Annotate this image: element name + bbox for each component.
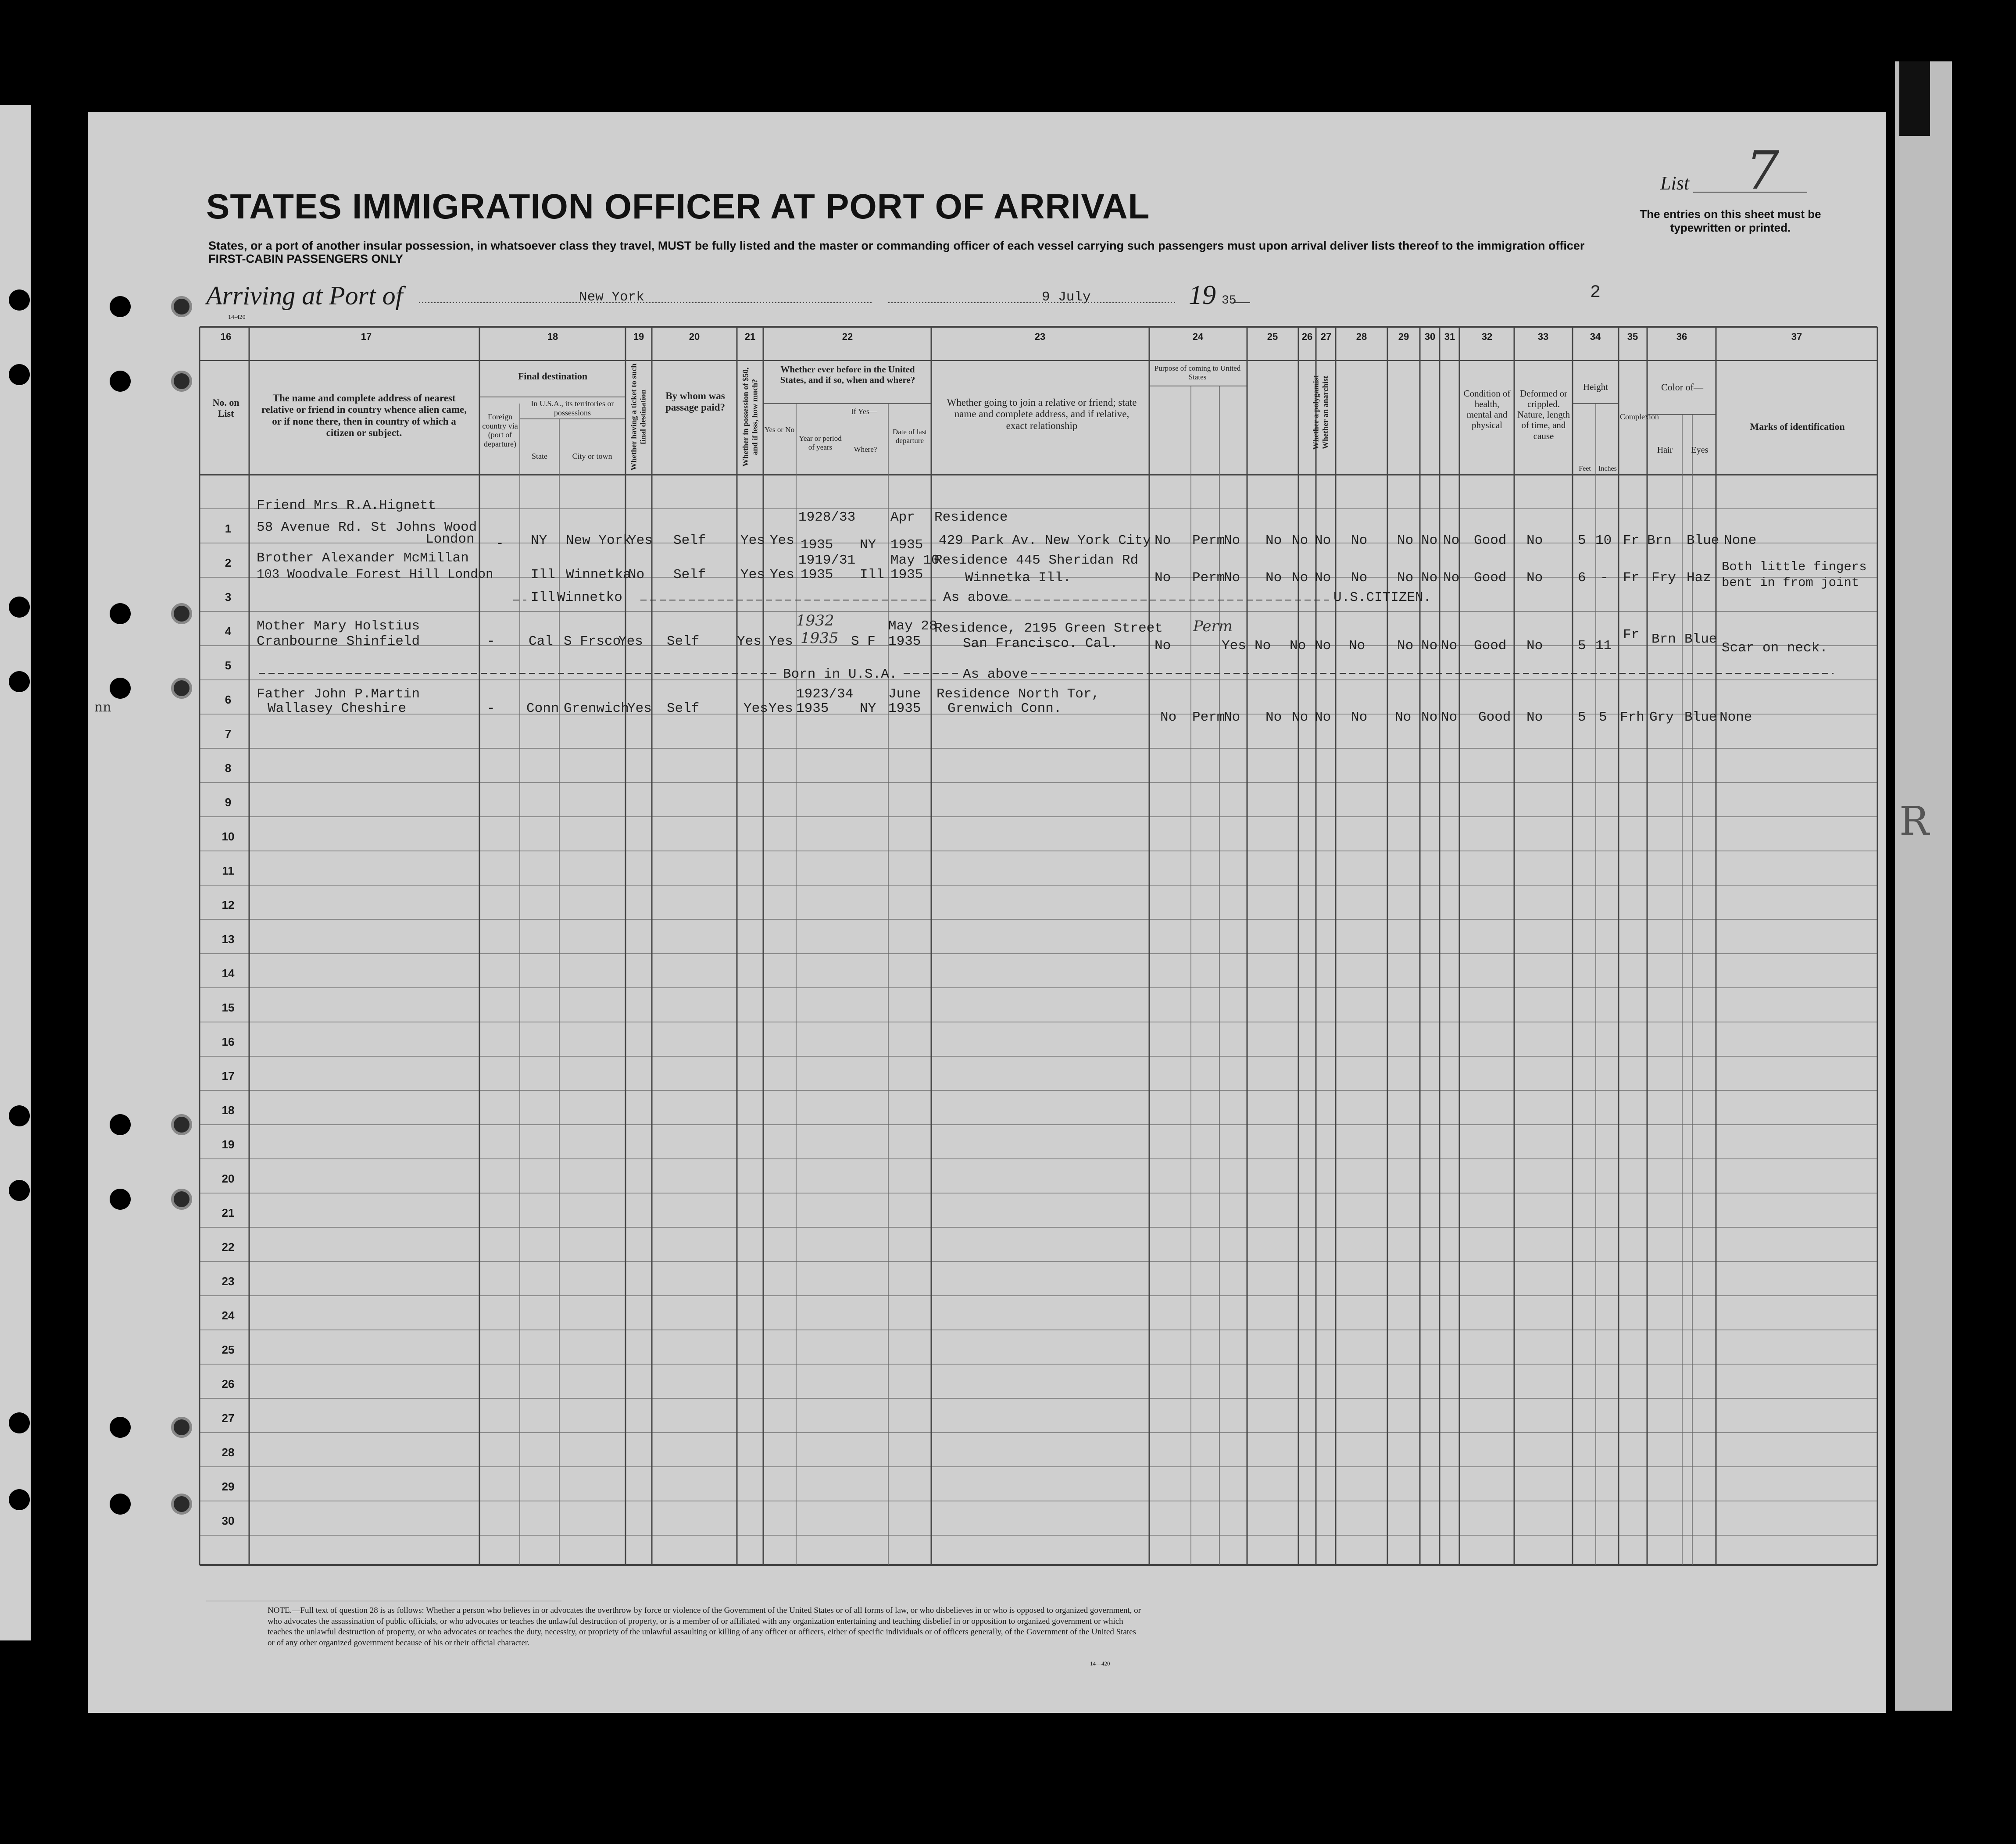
years: 1935: [796, 701, 829, 716]
where: Ill: [860, 567, 884, 583]
dest-city: S Frsco: [564, 634, 621, 649]
column-header-color-of: Color of—: [1661, 382, 1703, 393]
health: Good: [1478, 710, 1511, 725]
marks: Both little fingers bent in from joint: [1722, 560, 1867, 590]
column-header-relative: The name and complete address of nearest relative or friend in country whence alien came, or if none there, then in country of which a citizen or subject.: [261, 393, 467, 439]
row-number: 17: [222, 1069, 235, 1083]
answer-25: No: [1265, 710, 1282, 725]
answer-28: No: [1349, 638, 1365, 654]
row-number: 29: [222, 1480, 235, 1493]
join-residence: Residence North Tor,: [937, 686, 1100, 702]
hair: Brn: [1647, 533, 1672, 548]
born-note: Born in U.S.A.: [783, 667, 897, 682]
answer-29: No: [1397, 533, 1414, 548]
purpose: No: [1155, 570, 1171, 586]
join-residence: San Francisco. Cal.: [963, 636, 1118, 651]
join-residence: Residence, 2195 Green Street: [934, 621, 1163, 636]
answer-28: No: [1351, 710, 1368, 725]
column-subheader-last-departure: Date of last departure: [892, 428, 927, 445]
marks: None: [1724, 533, 1757, 548]
column-number: 18: [547, 331, 558, 342]
foreign-country: -: [496, 536, 504, 551]
relative-name: Brother Alexander McMillan: [257, 550, 469, 566]
dest-city: Winnetko: [557, 590, 622, 605]
column-number: 37: [1791, 331, 1802, 342]
row-number: 6: [225, 693, 232, 706]
column-header-final-destination: Final destination: [518, 371, 588, 382]
column-number: 23: [1034, 331, 1046, 342]
column-number: 27: [1320, 331, 1332, 342]
column-subheader-years: Year or period of years: [799, 434, 842, 451]
column-number: 17: [361, 331, 372, 342]
row-number: 1: [225, 522, 232, 535]
ever-before: Yes: [769, 634, 793, 649]
health: Good: [1474, 638, 1507, 654]
paid-by: Self: [673, 533, 706, 548]
column-subheader-state: State: [532, 452, 547, 461]
column-header-deformed: Deformed or crippled. Nature, length of time, and cause: [1517, 388, 1570, 441]
money: Yes: [740, 567, 765, 583]
answer-31: No: [1441, 710, 1458, 725]
answer-26: No: [1292, 710, 1308, 725]
dest-state: Ill: [531, 590, 555, 605]
row-number: 15: [222, 1001, 235, 1014]
column-number: 29: [1398, 331, 1409, 342]
eyes: Blue: [1687, 533, 1719, 548]
height-feet: 6: [1578, 570, 1586, 586]
footer-note: NOTE.—Full text of question 28 is as follows: Whether a person who believes in or advocates the overthrow by force or violence of the Government of the United States or of all forms of law, or who disbelieves in or who is opposed to organized government, or who advocates the assassination of public officials, or who advocates or teaches the unlawful destruction of property, or is a member of or affiliated with any organization entertaining and teaching disbelief in or opposition to organized government or which teaches the unlawful destruction of property, or who advocates or teaches the duty, necessity, or propriety of the unlawful assaulting or killing of any officer or officers, either of specific individuals or of officers generally, of the Government of the United States or of any other organized government because of his or their official character.: [268, 1606, 1141, 1648]
last-departure: 1935: [890, 537, 923, 553]
column-number: 34: [1590, 331, 1601, 342]
money: Yes: [740, 533, 765, 548]
column-number: 36: [1676, 331, 1687, 342]
row-number: 4: [225, 625, 232, 638]
marks: Scar on neck.: [1722, 640, 1828, 656]
money: Yes: [743, 701, 768, 716]
column-subheader-feet: Feet: [1579, 465, 1591, 472]
margin-mark-right: R: [1899, 798, 1929, 844]
ticket: Yes: [628, 533, 653, 548]
column-subheader-hair: Hair: [1657, 445, 1673, 455]
dest-state: NY: [531, 533, 547, 548]
answer-30: No: [1421, 638, 1438, 654]
eyes: Blue: [1684, 632, 1717, 647]
answer-30: No: [1421, 533, 1438, 548]
column-header-ever-before: Whether ever before in the United States, and if so, when and where?: [780, 364, 915, 386]
height-feet: 5: [1578, 638, 1586, 654]
column-number: 30: [1424, 331, 1436, 342]
row-number: 19: [222, 1138, 235, 1151]
dest-state: Ill: [531, 567, 555, 583]
dest-city: Grenwich: [564, 701, 629, 716]
column-subheader-yes-no: Yes or No: [764, 425, 795, 434]
marks: None: [1719, 710, 1752, 725]
join-residence: Winnetka Ill.: [965, 570, 1071, 586]
ticket: Yes: [627, 701, 652, 716]
health: Good: [1474, 570, 1507, 586]
relative-address: London: [425, 532, 475, 547]
height-inches: 5: [1599, 710, 1607, 725]
column-number: 22: [842, 331, 853, 342]
hair: Gry: [1649, 710, 1674, 725]
ticket: Yes: [618, 634, 643, 649]
page-title: STATES IMMIGRATION OFFICER AT PORT OF ARRIVAL: [206, 187, 1150, 226]
height-inches: 11: [1595, 638, 1612, 654]
years: 1923/34: [796, 686, 854, 702]
join-residence: Grenwich Conn.: [947, 701, 1062, 716]
ever-before: Yes: [770, 567, 794, 583]
relative-name: Mother Mary Holstius: [257, 618, 420, 634]
purpose: No: [1155, 638, 1171, 654]
last-departure: 1935: [888, 634, 921, 649]
hair: Fry: [1651, 570, 1676, 586]
complexion: Frh: [1620, 710, 1644, 725]
row-number: 13: [222, 933, 235, 946]
last-departure: May 10: [890, 553, 940, 568]
purpose: No: [1224, 533, 1240, 548]
column-subheader-eyes: Eyes: [1691, 445, 1709, 455]
column-number: 19: [633, 331, 644, 342]
money: Yes: [737, 634, 761, 649]
page-number: 2: [1590, 283, 1601, 303]
dest-city: Winnetka: [566, 567, 631, 583]
column-header-height: Height: [1583, 382, 1609, 392]
paid-by: Self: [673, 567, 706, 583]
dest-state: Conn: [526, 701, 559, 716]
column-number: 24: [1192, 331, 1204, 342]
row-number: 24: [222, 1309, 235, 1322]
relative-name: Friend Mrs R.A.Hignett: [257, 498, 436, 513]
list-number: 7: [1746, 140, 1780, 201]
port-value: New York: [579, 289, 644, 305]
column-header-anarchist: Whether an anarchist: [1321, 375, 1330, 450]
row-number: 2: [225, 556, 232, 569]
height-inches: -: [1600, 570, 1609, 586]
row-number: 20: [222, 1172, 235, 1185]
where: S F: [851, 634, 876, 649]
column-number: 25: [1267, 331, 1278, 342]
column-number: 16: [220, 331, 232, 342]
answer-30: No: [1421, 710, 1438, 725]
row-number: 5: [225, 659, 232, 672]
column-header-passage-paid: By whom was passage paid?: [665, 390, 726, 413]
relative-address: 103 Woodvale Forest Hill London: [257, 567, 493, 582]
answer-26: No: [1292, 570, 1308, 586]
height-inches: 10: [1595, 533, 1612, 548]
column-number: 32: [1481, 331, 1493, 342]
last-departure: 1935: [890, 567, 923, 583]
purpose: No: [1224, 710, 1240, 725]
column-subheader-usa: In U.S.A., its territories or possessions: [531, 399, 614, 417]
answer-28: No: [1351, 533, 1368, 548]
answer-30: No: [1421, 570, 1438, 586]
relative-address: 58 Avenue Rd. St Johns Wood: [257, 520, 477, 535]
column-number: 33: [1537, 331, 1549, 342]
answer-31: No: [1441, 638, 1458, 654]
join-residence: Residence 445 Sheridan Rd: [934, 553, 1139, 568]
row-number: 10: [222, 830, 235, 843]
class-line: FIRST-CABIN PASSENGERS ONLY: [208, 252, 404, 265]
as-above: As above: [943, 590, 1008, 605]
row-number: 9: [225, 796, 232, 809]
column-subheader-if-yes: If Yes—: [851, 407, 877, 416]
last-departure: May 28: [888, 618, 937, 634]
column-number: 26: [1301, 331, 1313, 342]
purpose: No: [1160, 710, 1177, 725]
foreign-country: -: [487, 634, 495, 649]
paid-by: Self: [667, 701, 700, 716]
row-number: 18: [222, 1104, 235, 1117]
relative-address: Wallasey Cheshire: [268, 701, 407, 716]
years: 1935: [801, 567, 833, 583]
row-number: 26: [222, 1377, 235, 1390]
complexion: Fr: [1623, 533, 1640, 548]
column-header-purpose: Purpose of coming to United States: [1154, 364, 1241, 381]
answer-29: No: [1395, 710, 1412, 725]
health: Good: [1474, 533, 1507, 548]
complexion: Fr: [1623, 627, 1640, 643]
row-number: 14: [222, 967, 235, 980]
column-subheader-foreign-country: Foreign country via (port of departure): [482, 412, 518, 449]
eyes: Haz: [1687, 570, 1711, 586]
purpose: No: [1224, 570, 1240, 586]
column-subheader-city: City or town: [572, 452, 612, 461]
answer-27: No: [1315, 533, 1331, 548]
row-number: 27: [222, 1412, 235, 1425]
form-code: 14-420: [228, 314, 246, 321]
deformed: No: [1526, 570, 1543, 586]
ever-before: Yes: [770, 533, 794, 548]
footer-form-code: 14—420: [1090, 1660, 1110, 1667]
as-above: As above: [963, 667, 1028, 682]
typewritten-notice: The entries on this sheet must be typewritten or printed.: [1640, 207, 1821, 235]
foreign-country: -: [487, 701, 495, 716]
row-number: 3: [225, 590, 232, 604]
purpose: No: [1155, 533, 1171, 548]
answer-27: No: [1315, 570, 1331, 586]
ticket: No: [628, 567, 645, 583]
list-label: List: [1660, 172, 1690, 194]
deformed: No: [1526, 710, 1543, 725]
years: 1935: [801, 537, 833, 553]
join-residence: 429 Park Av. New York City: [939, 533, 1151, 548]
purpose: Yes: [1222, 638, 1246, 654]
year-suffix: 35: [1222, 294, 1237, 307]
citizen-note: U.S.CITIZEN.: [1333, 590, 1432, 605]
year-prefix: 19: [1189, 280, 1216, 310]
last-departure: Apr: [890, 510, 915, 525]
row-number: 16: [222, 1035, 235, 1048]
purpose: Perm: [1192, 710, 1225, 725]
height-feet: 5: [1578, 533, 1586, 548]
relative-name: Father John P.Martin: [257, 686, 420, 702]
column-header-ticket: Whether having a ticket to such final destination: [629, 363, 647, 471]
page-subtitle: States, or a port of another insular possession, in whatsoever class they travel, MUST be fully listed and the master or commanding officer of each vessel carrying such passengers must upon arrival deliver lists thereof to the immigration officer: [208, 239, 1585, 252]
column-header-join-relative: Whether going to join a relative or friend; state name and complete address, and if relative, exact relationship: [947, 397, 1137, 431]
column-number: 28: [1356, 331, 1367, 342]
answer-26: No: [1290, 638, 1306, 654]
answer-27: No: [1315, 710, 1331, 725]
column-number: 21: [744, 331, 756, 342]
column-header-no-on-list: No. on List: [212, 397, 239, 419]
column-header-money: Whether in possession of $50, and if less, how much?: [741, 367, 759, 467]
row-number: 12: [222, 898, 235, 911]
date-value: 9 July: [1042, 289, 1091, 305]
years: 1928/33: [798, 510, 856, 525]
last-departure: June: [888, 686, 921, 702]
answer-25: No: [1265, 533, 1282, 548]
row-number: 22: [222, 1240, 235, 1254]
height-feet: 5: [1578, 710, 1586, 725]
last-departure: 1935: [888, 701, 921, 716]
row-number: 30: [222, 1514, 235, 1527]
answer-25: No: [1265, 570, 1282, 586]
row-number: 25: [222, 1343, 235, 1356]
join-residence: Residence: [934, 510, 1008, 525]
years: 1932: [796, 612, 834, 629]
purpose: Perm: [1192, 533, 1225, 548]
row-number: 8: [225, 761, 232, 775]
hair: Brn: [1651, 632, 1676, 647]
column-number: 20: [689, 331, 700, 342]
purpose: Perm: [1193, 618, 1233, 635]
where: NY: [860, 537, 876, 553]
column-header-marks: Marks of identification: [1750, 421, 1845, 432]
margin-mark-left: nn: [94, 700, 111, 715]
arriving-label: Arriving at Port of: [206, 281, 403, 310]
row-number: 7: [225, 727, 232, 740]
paid-by: Self: [667, 634, 700, 649]
column-subheader-inches: Inches: [1598, 465, 1617, 472]
answer-29: No: [1397, 570, 1414, 586]
dest-city: New York: [566, 533, 631, 548]
years: 1919/31: [798, 553, 856, 568]
deformed: No: [1526, 533, 1543, 548]
column-number: 31: [1444, 331, 1455, 342]
complexion: Fr: [1623, 570, 1640, 586]
ever-before: Yes: [769, 701, 793, 716]
answer-31: No: [1443, 533, 1460, 548]
relative-address: Cranbourne Shinfield: [257, 634, 420, 649]
answer-29: No: [1397, 638, 1414, 654]
deformed: No: [1526, 638, 1543, 654]
column-header-polygamist: Whether a polygamist: [1311, 375, 1320, 450]
row-number: 28: [222, 1446, 235, 1459]
where: NY: [860, 701, 876, 716]
purpose: Perm: [1192, 570, 1225, 586]
column-header-complexion: Complexion: [1620, 412, 1659, 421]
row-number: 21: [222, 1206, 235, 1219]
row-number: 23: [222, 1275, 235, 1288]
dest-state: Cal: [529, 634, 553, 649]
years: 1935: [801, 629, 839, 647]
row-number: 11: [222, 864, 234, 877]
column-header-health: Condition of health, mental and physical: [1463, 388, 1511, 431]
answer-25: No: [1255, 638, 1271, 654]
answer-31: No: [1443, 570, 1460, 586]
answer-28: No: [1351, 570, 1368, 586]
answer-26: No: [1292, 533, 1308, 548]
column-number: 35: [1627, 331, 1638, 342]
column-subheader-where: Where?: [854, 445, 877, 454]
eyes: Blue: [1684, 710, 1717, 725]
answer-27: No: [1315, 638, 1331, 654]
